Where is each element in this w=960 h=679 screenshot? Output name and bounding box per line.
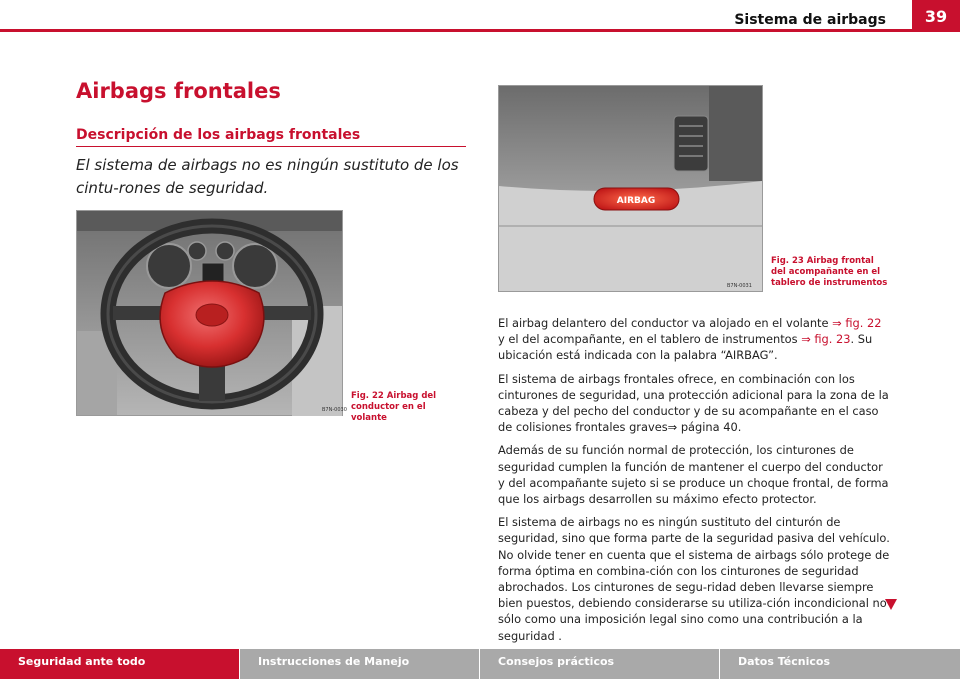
intro-text: El sistema de airbags no es ningún sustituto de los cintu-rones de seguridad. [76, 156, 459, 197]
figure-caption-22: Fig. 22 Airbag del conductor en el volante [351, 391, 437, 423]
body-text [498, 315, 890, 651]
page-heading: Airbags frontales [76, 79, 281, 103]
tab-consejos-practicos[interactable]: Consejos prácticos [480, 649, 720, 679]
paragraph-1: El airbag delantero del conductor va alojado en el volante ⇒ fig. 22 y el del acompañante, en el tablero de instrumentos ⇒ fig. 23. Su ubicación está indicada con la palabra “AIRBAG”. [498, 316, 882, 363]
figure-code-23: B7N-0031 [727, 283, 752, 289]
tab-seguridad-ante-todo[interactable]: Seguridad ante todo [0, 649, 240, 679]
dashboard-illustration [499, 86, 762, 291]
figure-passenger-airbag [498, 85, 763, 292]
airbag-label: AIRBAG [616, 196, 656, 206]
paragraph-3: Además de su función normal de protección, los cinturones de seguridad cumplen la función de mantener el cuerpo del conductor y del acompañante sujeto si se produce un choque frontal, de forma que los airbags desarrollen su máximo efecto protector. [498, 443, 889, 507]
header-rule [0, 29, 960, 32]
link-fig-23[interactable]: fig. 23 [814, 332, 851, 347]
steering-wheel-illustration [77, 211, 347, 415]
section-title: Sistema de airbags [734, 12, 886, 28]
tab-instrucciones-de-manejo[interactable]: Instrucciones de Manejo [240, 649, 480, 679]
figure-code-22: B7N-0030 [322, 407, 347, 413]
footer-navigation [0, 649, 960, 679]
page-number: 39 [912, 0, 960, 31]
link-page-40[interactable]: página 40. [677, 420, 742, 435]
subheading-rule [76, 146, 466, 147]
paragraph-2: El sistema de airbags frontales ofrece, en combinación con los cinturones de seguridad, una protección adicional para la zona de la cabeza y del pecho del conductor y de su acompañante en el caso de colisiones frontales graves⇒ página 40. [498, 371, 889, 435]
figure-steering-wheel-airbag [76, 210, 347, 416]
subheading: Descripción de los airbags frontales [76, 127, 361, 143]
tab-datos-tecnicos[interactable]: Datos Técnicos [720, 649, 960, 679]
arrow-icon: ⇒ [801, 332, 811, 347]
link-fig-22[interactable]: fig. 22 [845, 316, 882, 330]
arrow-icon: ⇒ [667, 420, 678, 435]
next-page-arrow-icon[interactable] [885, 599, 897, 610]
figure-caption-23: Fig. 23 Airbag frontal del acompañante en el tablero de instrumentos [771, 256, 888, 288]
paragraph-4: El sistema de airbags no es ningún sustituto del cinturón de seguridad, sino que forma parte de la seguridad pasiva del vehículo. No olvide tener en cuenta que el sistema de airbags sólo protege de forma óptima en combina-ción con los cinturones de seguridad abrochados. Los cinturones de segu-ridad deben llevarse siempre bien puestos, debiendo considerarse su utiliza-ción incondicional no sólo como una imposición legal sino como una contribución a la seguridad . [498, 515, 890, 643]
arrow-icon: ⇒ [832, 316, 842, 330]
